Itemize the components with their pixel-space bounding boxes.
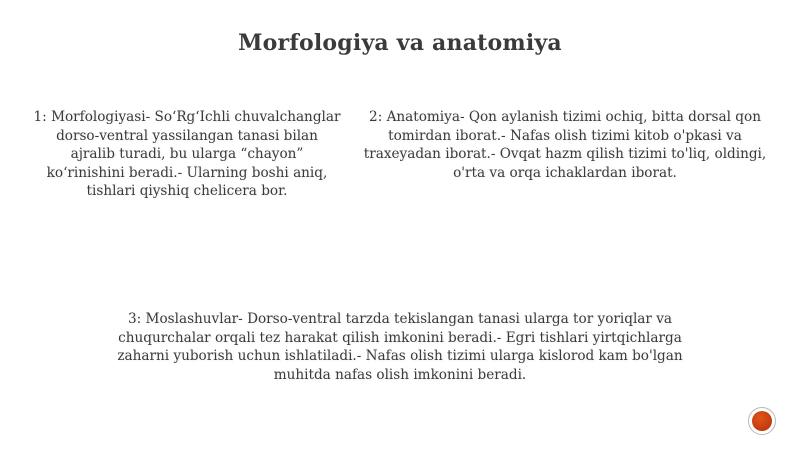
text-block-anatomy: 2: Anatomiya- Qon aylanish tizimi ochiq, bitta dorsal qon tomirdan iborat.- Nafas olish tizimi kitob o'pkasi va traxeyadan iborat.- Ovqat hazm qilish tizimi to'liq, oldingi, o'rta va orqa ichaklardan iborat.	[363, 109, 767, 181]
slide-title: Morfologiya va anatomiya	[238, 30, 562, 56]
next-slide-button[interactable]	[748, 407, 776, 435]
text-block-adaptations: 3: Moslashuvlar- Dorso-ventral tarzda tekislangan tanasi ularga tor yoriqlar va chuqurchalar orqali tez harakat qilish imkonini beradi.- Egri tishlari yirtqichlarga zaharni yuborish uchun ishlatiladi.- Nafas olish tizimi ularga kislorod kam bo'lgan muhitda nafas olish imkonini beradi.	[117, 311, 683, 383]
text-block-morphology: 1: Morfologiyasi- So‘Rg‘Ichli chuvalchanglar dorso-ventral yassilangan tanasi bilan ajralib turadi, bu ularga “chayon” ko‘rinishini beradi.- Ularning boshi aniq, tishlari qiyshiq chelicera bor.	[33, 109, 341, 199]
circle-nav-icon	[752, 411, 772, 431]
